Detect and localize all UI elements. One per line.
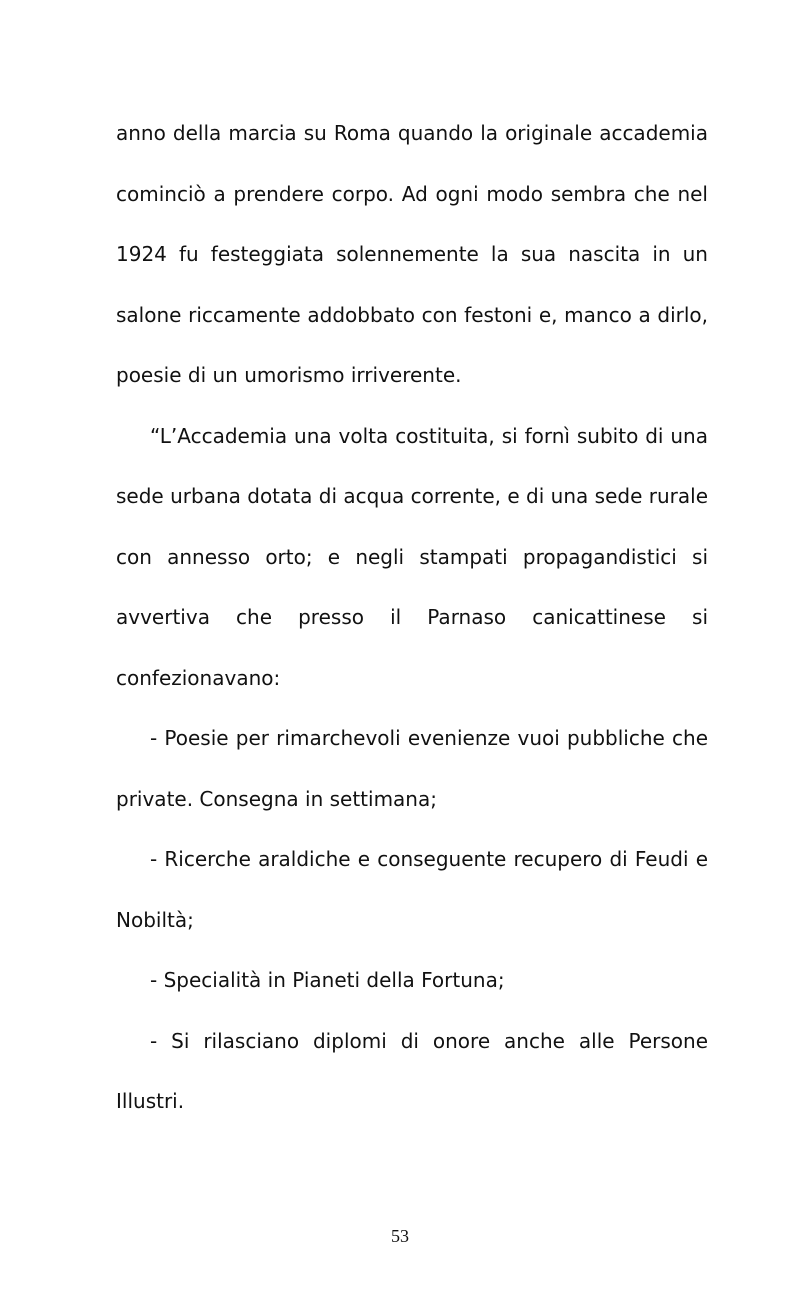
paragraph-accademia: “L’Accademia una volta costituita, si fornì subito di una sede urbana dotata di acqua corrente, e di una sede rurale con annesso orto; e negli stampati propagandistici si avvertiva che presso il Parnaso canicattinese si confezionavano: bbox=[116, 423, 708, 690]
list-item-diplomi: - Si rilasciano diplomi di onore anche alle Persone Illustri. bbox=[116, 1028, 708, 1113]
paragraph-continuation: anno della marcia su Roma quando la originale accademia cominciò a prendere corpo. Ad ogni modo sembra che nel 1924 fu festeggiata solennemente la sua nascita in un salone riccamente addobbato con festoni e, manco a dirlo, poesie di un umorismo irriverente. bbox=[116, 121, 708, 387]
list-item-poesie: - Poesie per rimarchevoli evenienze vuoi pubbliche che private. Consegna in settimana; bbox=[116, 726, 708, 811]
list-item-specialita: - Specialità in Pianeti della Fortuna; bbox=[150, 968, 505, 992]
list-item-ricerche: - Ricerche araldiche e conseguente recupero di Feudi e Nobiltà; bbox=[116, 847, 708, 932]
page-number: 53 bbox=[391, 1226, 409, 1246]
body-text bbox=[116, 103, 708, 1132]
